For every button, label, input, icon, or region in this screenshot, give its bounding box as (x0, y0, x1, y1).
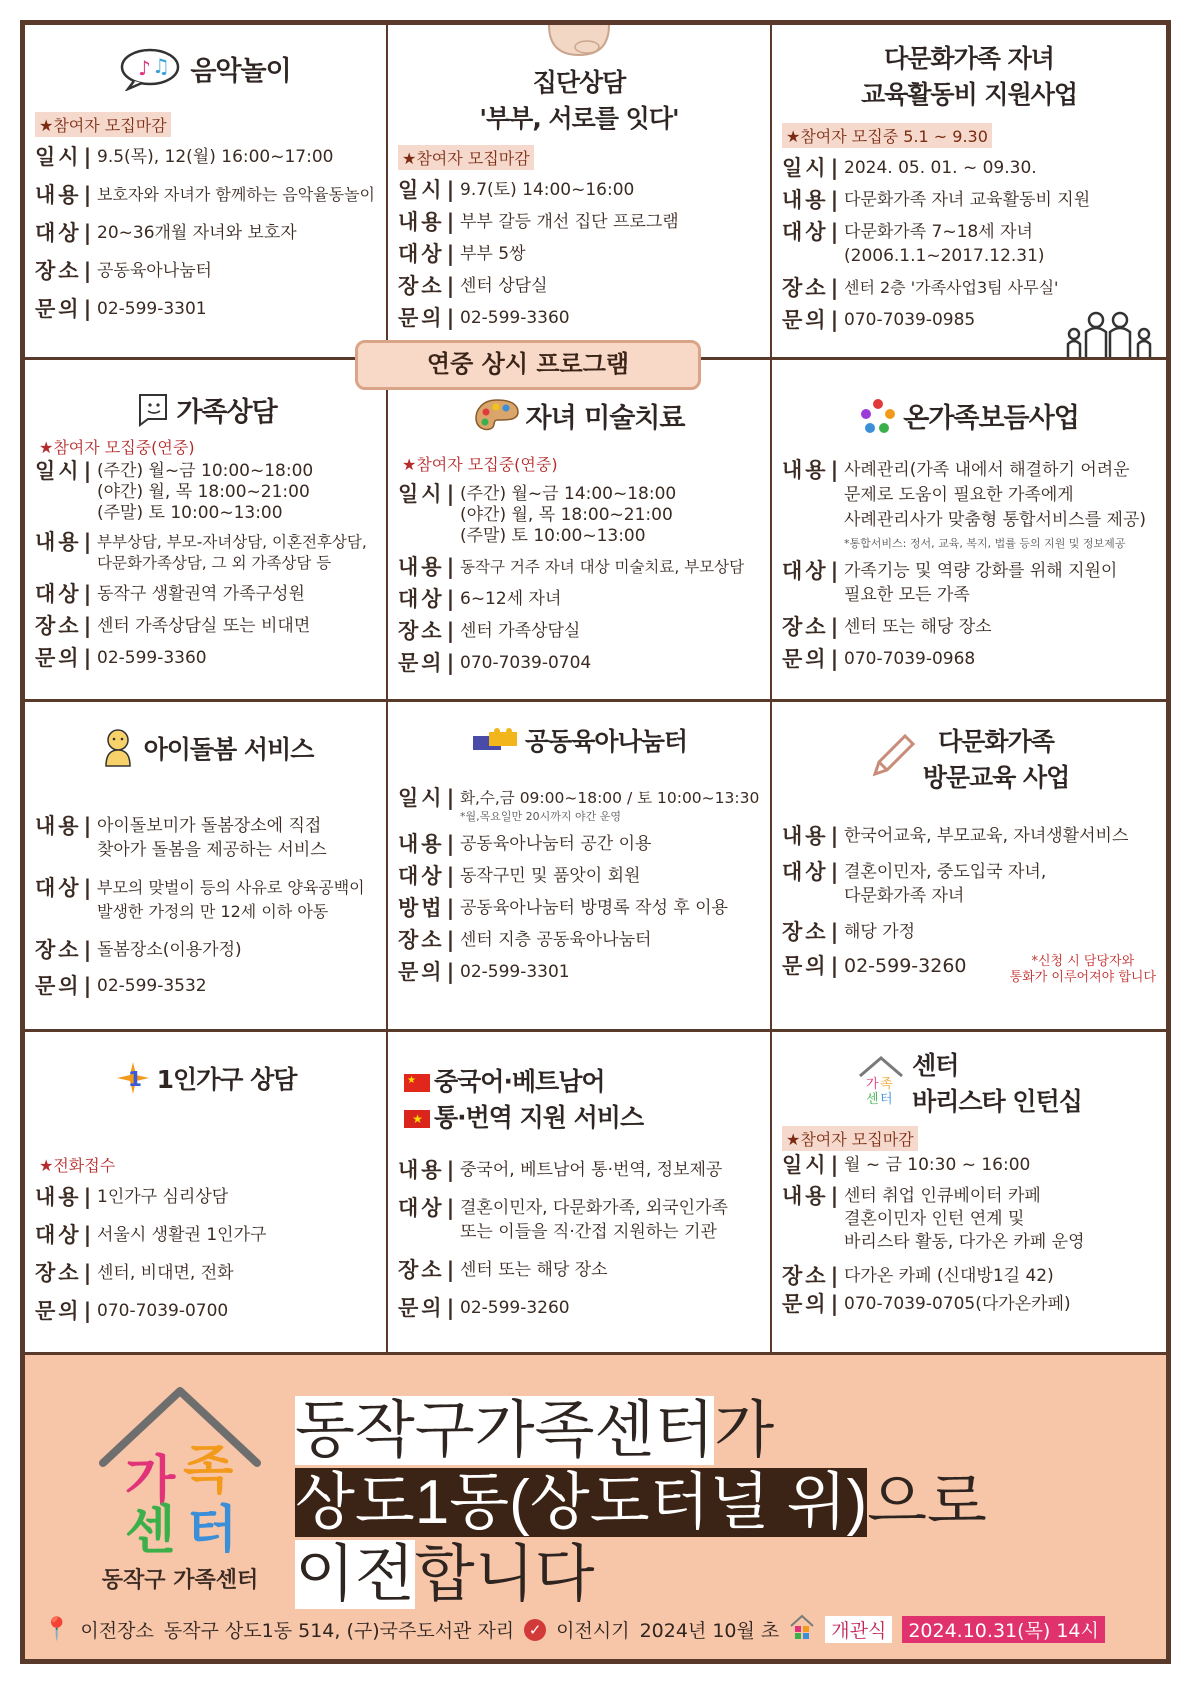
care-row-place (782, 615, 1156, 639)
visit-row-content (782, 824, 1156, 848)
headline-ending: 합니다 (414, 1540, 595, 1609)
row-value: 부부 갈등 개선 집단 프로그램 (460, 212, 679, 232)
row-value: 1인가구 심리상담 (97, 1187, 229, 1207)
visit-row-target (782, 860, 1156, 908)
row-value: 02-599-3260 (460, 1298, 570, 1318)
counsel-row-target (35, 582, 376, 606)
svg-text:터: 터 (880, 1092, 893, 1106)
row-label: 문의 | (398, 960, 460, 984)
row-label: 대상 | (35, 876, 97, 900)
row-value: 한국어교육, 부모교육, 자녀생활서비스 (844, 826, 1129, 846)
cell-family-counsel (25, 360, 388, 702)
row-value: 9.7(토) 14:00~16:00 (460, 180, 635, 200)
sharing-title-wrap (398, 722, 760, 760)
row-value: 센터 또는 해당 장소 (844, 617, 992, 637)
row-label: 장소 | (35, 614, 97, 638)
sharing-row-content (398, 832, 760, 856)
edu-row-target (782, 220, 1156, 268)
row-value: 서울시 생활권 1인가구 (97, 1225, 267, 1245)
logo-caption: 동작구 가족센터 (101, 1568, 259, 1593)
hands-icon (398, 25, 760, 63)
care-content-text: 사례관리(가족 내에서 해결하기 어려운 문제로 도움이 필요한 가족에게 사례관리사가 맞춤형 통합서비스를 제공) (844, 460, 1147, 530)
row-label: 내용 | (35, 183, 97, 207)
row-value: 9.5(목), 12(월) 16:00~17:00 (97, 147, 334, 167)
art-title: 자녀 미술치료 (525, 403, 685, 434)
row-label: 문의 | (398, 651, 460, 675)
cell-art-therapy (388, 360, 772, 702)
row-value: 월 ~ 금 10:30 ~ 16:00 (844, 1155, 1031, 1175)
cell-edu-support (772, 25, 1166, 360)
row-value: 070-7039-0968 (844, 649, 976, 669)
row-value: 02-599-3301 (460, 962, 570, 982)
row-label: 내용 | (782, 824, 844, 848)
music-title-wrap (35, 47, 376, 98)
row-label: 장소 | (398, 274, 460, 298)
music-row-place (35, 259, 376, 283)
row-value: 부부 5쌍 (460, 244, 526, 264)
vietnam-flag-icon: ★ (404, 1110, 430, 1128)
row-label: 문의 | (35, 297, 97, 321)
row-label: 내용 | (35, 532, 97, 553)
row-value: 보호자와 자녀가 함께하는 음악율동놀이 (97, 185, 376, 204)
barista-subtitle: 바리스타 인턴십 (912, 1087, 1082, 1116)
row-value: (주간) 월~금 14:00~18:00 (야간) 월, 목 18:00~21:00 (주말) 토 10:00~13:00 (460, 484, 677, 546)
cell-translation (388, 1032, 772, 1355)
row-label: 문의 | (35, 974, 97, 998)
house-roof-icon (95, 1383, 265, 1553)
smile-note-icon (134, 393, 170, 434)
barista-row-contact (782, 1292, 1156, 1316)
art-row-target (398, 587, 760, 611)
row-value: 결혼이민자, 중도입국 자녀, 다문화가족 자녀 (844, 862, 1047, 906)
row-value: 공동육아나눔터 방명록 작성 후 이용 (460, 898, 728, 918)
counsel-row-contact (35, 646, 376, 670)
row-label: 내용 | (782, 188, 844, 212)
cell-music (25, 25, 388, 360)
opening-value: 2024.10.31(목) 14시 (902, 1616, 1105, 1643)
row-label: 대상 | (782, 220, 844, 244)
counsel-row-content (35, 532, 376, 574)
row-value: 02-599-3532 (97, 976, 207, 996)
counsel-title-wrap (35, 390, 376, 434)
row-value: 센터 2층 '가족사업3팀 사무실' (844, 278, 1059, 297)
childcare-row-target (35, 876, 376, 924)
single-row-contact (35, 1299, 376, 1323)
relocation-headline (295, 1395, 987, 1611)
sparkle-one-icon (115, 1060, 151, 1102)
art-row-date (398, 484, 760, 547)
time-value: 2024년 10월 초 (639, 1620, 780, 1642)
childcare-title: 아이돌봄 서비스 (143, 735, 314, 764)
row-label: 장소 | (35, 938, 97, 962)
headline-relocate: 이전 (295, 1540, 415, 1609)
svg-text:가: 가 (866, 1077, 879, 1092)
center-logo (95, 1383, 265, 1594)
barista-badge: ★참여자 모집마감 (782, 1126, 918, 1151)
svg-text:족: 족 (880, 1077, 893, 1092)
cell-group-counsel (388, 25, 772, 360)
china-flag-icon (404, 1074, 430, 1092)
edu-row-content (782, 188, 1156, 212)
art-row-contact (398, 651, 760, 675)
row-value: 6~12세 자녀 (460, 589, 562, 609)
row-label: 내용 | (398, 210, 460, 234)
headline-center-name: 동작구가족센터 (295, 1396, 715, 1465)
row-label: 장소 | (35, 1261, 97, 1285)
row-label: 장소 | (35, 259, 97, 283)
cell-sharing-center (388, 702, 772, 1032)
single-title: 1인가구 상담 (156, 1065, 297, 1094)
sharing-row-date (398, 786, 760, 824)
row-value: 공동육아나눔터 (97, 261, 212, 281)
baby-icon (98, 728, 138, 774)
group-row-date (398, 178, 760, 202)
row-label: 일시 | (398, 178, 460, 202)
row-label: 장소 | (782, 920, 844, 944)
row-label: 문의 | (782, 308, 844, 332)
row-value: 결혼이민자, 다문화가족, 외국인가족 또는 이들을 직·간접 지원하는 기관 (460, 1198, 728, 1242)
sharing-note: *월,목요일만 20시까지 야간 운영 (460, 810, 621, 823)
row-label: 장소 | (398, 619, 460, 643)
group-row-place (398, 274, 760, 298)
cell-single-household (25, 1032, 388, 1355)
svg-text:센: 센 (125, 1501, 176, 1553)
cell-childcare (25, 702, 388, 1032)
row-label: 일시 | (398, 786, 460, 810)
opening-label: 개관식 (825, 1616, 892, 1643)
year-round-program-banner: 연중 상시 프로그램 (355, 340, 701, 390)
row-value: 센터 가족상담실 또는 비대면 (97, 616, 311, 636)
people-circle-icon (859, 397, 897, 442)
edu-row-date (782, 156, 1156, 180)
row-label: 문의 | (398, 306, 460, 330)
single-badge: ★전화접수 (39, 1156, 116, 1175)
row-label: 대상 | (398, 587, 460, 611)
row-label: 대상 | (35, 1223, 97, 1247)
translate-subtitle: 통·번역 지원 서비스 (434, 1103, 644, 1132)
single-row-place (35, 1261, 376, 1285)
row-value: 02-599-3360 (97, 648, 207, 668)
row-value: 2024. 05. 01. ~ 09.30. (844, 158, 1037, 178)
relocation-footer (43, 1614, 1105, 1645)
row-value: 동작구민 및 품앗이 회원 (460, 866, 641, 886)
cell-barista (772, 1032, 1166, 1355)
care-row-content (782, 458, 1156, 551)
row-value: 센터 또는 해당 장소 (460, 1260, 608, 1280)
counsel-row-date (35, 461, 376, 524)
visit-title-wrap (782, 722, 1156, 794)
row-label: 문의 | (782, 954, 844, 978)
group-title: 집단상담 (532, 68, 626, 97)
pencil-icon (869, 732, 917, 784)
music-row-content (35, 183, 376, 207)
row-value: 부모의 맞벌이 등의 사유로 양육공백이 발생한 가정의 만 12세 이하 아동 (97, 878, 365, 921)
music-row-date (35, 145, 376, 169)
row-label: 문의 | (35, 1299, 97, 1323)
childcare-row-place (35, 938, 376, 962)
edu-subtitle: 교육활동비 지원사업 (860, 80, 1078, 109)
row-label: 내용 | (35, 1185, 97, 1209)
row-label: 대상 | (35, 582, 97, 606)
small-center-logo-icon (789, 1614, 815, 1645)
sharing-row-target (398, 864, 760, 888)
row-value: 공동육아나눔터 공간 이용 (460, 834, 652, 854)
row-value: 02-599-3260 (844, 955, 967, 977)
palette-icon (474, 398, 520, 441)
art-badge: ★참여자 모집중(연중) (402, 455, 558, 474)
care-title-wrap (782, 396, 1156, 442)
block-toy-icon (471, 726, 519, 760)
row-label: 장소 | (398, 1258, 460, 1282)
svg-text:♪: ♪ (138, 56, 151, 80)
cell-visit-edu (772, 702, 1166, 1032)
row-value (844, 458, 1156, 551)
care-note: *통합서비스: 정서, 교육, 복지, 법률 등의 지원 및 정보제공 (844, 537, 1126, 550)
visit-row-contact (782, 954, 1156, 986)
row-value: 20~36개월 자녀와 보호자 (97, 223, 297, 243)
row-label: 문의 | (35, 646, 97, 670)
counsel-title: 가족상담 (176, 397, 277, 428)
row-value: 다문화가족 7~18세 자녀 (2006.1.1~2017.12.31) (844, 222, 1045, 266)
music-badge: ★참여자 모집마감 (35, 112, 171, 137)
row-value: 다가온 카페 (신대방1길 42) (844, 1266, 1054, 1286)
row-label: 일시 | (782, 1153, 844, 1177)
barista-title-wrap (782, 1046, 1156, 1118)
location-value: 동작구 상도1동 514, (구)국주도서관 자리 (163, 1620, 515, 1642)
group-badge: ★참여자 모집마감 (398, 145, 534, 170)
row-label: 대상 | (782, 860, 844, 884)
check-circle-icon: ✓ (524, 1619, 546, 1641)
row-label: 문의 | (398, 1296, 460, 1320)
row-label: 대상 | (398, 242, 460, 266)
sharing-title: 공동육아나눔터 (524, 727, 688, 756)
visit-side-note: *신청 시 담당자와 통화가 이루어져야 합니다 (1009, 954, 1156, 985)
care-row-contact (782, 647, 1156, 671)
art-title-wrap (398, 396, 760, 441)
edu-badge: ★참여자 모집중 5.1 ~ 9.30 (782, 123, 992, 148)
row-value: 동작구 생활권역 가족구성원 (97, 584, 305, 604)
row-label: 방법 | (398, 896, 460, 920)
row-value: 아이돌보미가 돌봄장소에 직접 찾아가 돌봄을 제공하는 서비스 (97, 816, 327, 860)
row-label: 일시 | (398, 484, 460, 505)
row-value (460, 786, 760, 824)
childcare-row-content (35, 814, 376, 862)
music-title: 음악놀이 (190, 56, 291, 87)
translate-row-contact (398, 1296, 760, 1320)
childcare-title-wrap (35, 728, 376, 774)
row-value: 070-7039-0985 (844, 310, 976, 330)
visit-row-place (782, 920, 1156, 944)
art-row-content (398, 555, 760, 579)
group-row-contact (398, 306, 760, 330)
music-row-contact (35, 297, 376, 321)
row-value: 해당 가정 (844, 922, 916, 942)
headline-particle-2: 으로 (867, 1468, 987, 1537)
svg-text:센: 센 (866, 1092, 879, 1106)
barista-row-place (782, 1264, 1156, 1288)
row-label: 문의 | (782, 647, 844, 671)
row-value: (주간) 월~금 10:00~18:00 (야간) 월, 목 18:00~21:00 (주말) 토 10:00~13:00 (97, 461, 314, 523)
row-value: 부부상담, 부모-자녀상담, 이혼전후상담, 다문화가족상담, 그 외 가족상담 등 (97, 533, 367, 572)
single-row-content (35, 1185, 376, 1209)
group-row-content (398, 210, 760, 234)
music-note-icon (120, 47, 184, 98)
translate-title-wrap (398, 1062, 760, 1134)
row-value: 센터, 비대면, 전화 (97, 1263, 234, 1283)
row-label: 대상 | (398, 864, 460, 888)
counsel-badge: ★참여자 모집중(연중) (39, 438, 195, 457)
row-label: 일시 | (35, 145, 97, 169)
svg-text:♫: ♫ (152, 54, 170, 78)
barista-row-date (782, 1153, 1156, 1177)
group-row-target (398, 242, 760, 266)
row-value: 센터 상담실 (460, 276, 548, 296)
edu-row-place (782, 276, 1156, 300)
row-label: 장소 | (782, 615, 844, 639)
row-value: 070-7039-0700 (97, 1301, 229, 1321)
row-label: 내용 | (398, 555, 460, 579)
row-label: 장소 | (782, 1264, 844, 1288)
row-label: 내용 | (782, 458, 844, 483)
row-label: 장소 | (398, 928, 460, 952)
svg-text:족: 족 (183, 1441, 234, 1501)
single-row-target (35, 1223, 376, 1247)
counsel-row-place (35, 614, 376, 638)
row-value: 가족기능 및 역량 강화를 위해 지원이 필요한 모든 가족 (844, 561, 1118, 605)
row-value: 돌봄장소(이용가정) (97, 940, 242, 960)
svg-text:가: 가 (125, 1451, 176, 1511)
row-label: 내용 | (398, 832, 460, 856)
program-grid (25, 25, 1166, 1355)
group-subtitle: '부부, 서로를 잇다' (479, 104, 679, 133)
family-center-logo-icon (856, 1054, 906, 1110)
art-row-place (398, 619, 760, 643)
sharing-row-place (398, 928, 760, 952)
row-label: 문의 | (782, 1292, 844, 1316)
location-label: 이전장소 (80, 1620, 154, 1642)
visit-subtitle: 방문교육 사업 (922, 763, 1070, 792)
row-value: 동작구 거주 자녀 대상 미술치료, 부모상담 (460, 558, 745, 576)
row-label: 내용 | (782, 1185, 844, 1208)
childcare-row-contact (35, 974, 376, 998)
row-label: 내용 | (35, 814, 97, 838)
visit-title: 다문화가족 (938, 727, 1054, 756)
headline-particle-1: 가 (714, 1396, 775, 1465)
sharing-date-text: 화,수,금 09:00~18:00 / 토 10:00~13:30 (460, 789, 760, 807)
cell-care-project (772, 360, 1166, 702)
care-title: 온가족보듬사업 (903, 403, 1079, 434)
sharing-row-contact (398, 960, 760, 984)
family-silhouette-icon (1060, 308, 1156, 360)
edu-title: 다문화가족 자녀 (884, 44, 1054, 73)
row-value: 다문화가족 자녀 교육활동비 지원 (844, 190, 1091, 210)
time-label: 이전시기 (556, 1620, 630, 1642)
row-label: 일시 | (782, 156, 844, 180)
row-value: 02-599-3360 (460, 308, 570, 328)
svg-text:1: 1 (127, 1067, 141, 1091)
row-value: 센터 지층 공동육아나눔터 (460, 930, 652, 950)
music-row-target (35, 221, 376, 245)
translate-row-content (398, 1158, 760, 1182)
translate-title: 중국어·베트남어 (434, 1067, 605, 1096)
row-label: 대상 | (35, 221, 97, 245)
edu-row-contact (782, 308, 1156, 360)
svg-text:터: 터 (187, 1501, 238, 1553)
row-label: 일시 | (35, 461, 97, 482)
row-label: 대상 | (782, 559, 844, 583)
row-label: 장소 | (782, 276, 844, 300)
barista-row-content (782, 1185, 1156, 1254)
row-label: 내용 | (398, 1158, 460, 1182)
relocation-notice (25, 1355, 1166, 1659)
headline-new-location: 상도1동(상도터널 위) (295, 1468, 868, 1537)
location-pin-icon: 📍 (43, 1617, 71, 1642)
translate-row-target (398, 1196, 760, 1244)
row-value: 중국어, 베트남어 통·번역, 정보제공 (460, 1160, 723, 1180)
row-value: 센터 취업 인큐베이터 카페 결혼이민자 인턴 연계 및 바리스타 활동, 다가온 카페 운영 (844, 1186, 1085, 1252)
row-value: 센터 가족상담실 (460, 621, 581, 641)
row-label: 대상 | (398, 1196, 460, 1220)
translate-row-place (398, 1258, 760, 1282)
row-value: 070-7039-0704 (460, 653, 592, 673)
row-value: 02-599-3301 (97, 299, 207, 319)
sharing-row-method (398, 896, 760, 920)
barista-title: 센터 (912, 1051, 959, 1080)
single-title-wrap (35, 1060, 376, 1102)
row-value: 070-7039-0705(다가온카페) (844, 1294, 1071, 1314)
care-row-target (782, 559, 1156, 607)
poster-frame (20, 20, 1171, 1664)
